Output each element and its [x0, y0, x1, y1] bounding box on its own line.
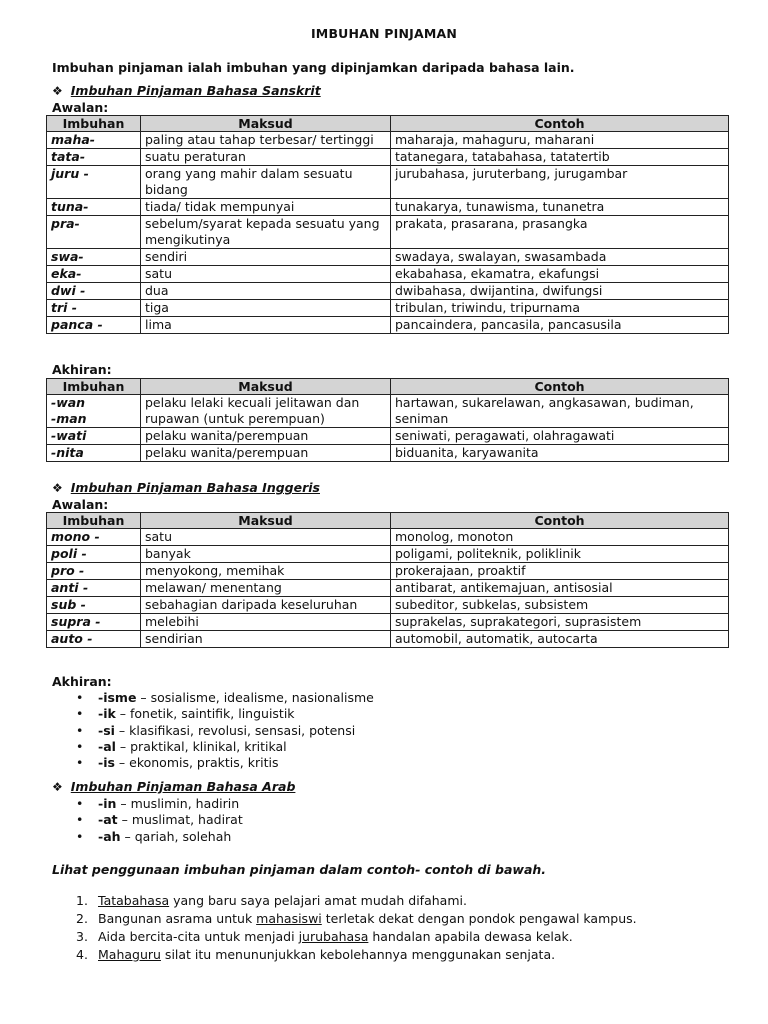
cell-imbuhan: eka-	[47, 266, 141, 283]
table-row	[47, 580, 729, 597]
dash: –	[117, 812, 132, 828]
list-item	[76, 812, 243, 828]
column-header-contoh: Contoh	[391, 379, 729, 395]
table-row	[47, 149, 729, 166]
table-row	[47, 563, 729, 580]
intro-text: Imbuhan pinjaman ialah imbuhan yang dipinjamkan daripada bahasa lain.	[52, 60, 575, 75]
suffix-examples: ekonomis, praktis, kritis	[129, 755, 279, 771]
subheading-akhiran: Akhiran:	[52, 362, 112, 377]
highlighted-word: mahasiswi	[256, 911, 322, 926]
sentence-post: handalan apabila dewasa kelak.	[368, 929, 573, 944]
table-row	[47, 614, 729, 631]
bullet-icon: •	[76, 738, 84, 754]
bullet-icon: •	[76, 812, 84, 828]
table-row	[47, 395, 729, 428]
cell-maksud: melawan/ menentang	[141, 580, 391, 597]
suffix: -ah	[98, 828, 121, 844]
cell-maksud: sebahagian daripada keseluruhan	[141, 597, 391, 614]
table-header-row	[47, 116, 729, 132]
cell-contoh: ekabahasa, ekamatra, ekafungsi	[391, 266, 729, 283]
suffix-examples: qariah, solehah	[134, 828, 232, 844]
cell-contoh: tatanegara, tatabahasa, tatatertib	[391, 149, 729, 166]
example-sentences	[76, 892, 637, 964]
cell-maksud: tiada/ tidak mempunyai	[141, 199, 391, 216]
suffix-examples: muslimin, hadirin	[130, 796, 240, 811]
dash: –	[114, 755, 130, 771]
table-row	[47, 132, 729, 149]
column-header-maksud: Maksud	[141, 116, 391, 132]
imbuhan-wan: -wan	[51, 395, 86, 410]
list-item	[76, 723, 374, 739]
cell-imbuhan: panca -	[47, 317, 141, 334]
dash: –	[116, 796, 131, 811]
cell-imbuhan: dwi -	[47, 283, 141, 300]
dash: –	[115, 706, 130, 722]
dash: –	[120, 828, 135, 844]
subheading-awalan: Awalan:	[52, 497, 109, 512]
item-number: 1.	[76, 893, 88, 908]
cell-contoh: tribulan, triwindu, tripurnama	[391, 300, 729, 317]
dash: –	[115, 738, 131, 754]
cell-imbuhan	[47, 395, 141, 428]
list-item	[76, 796, 243, 812]
table-row	[47, 529, 729, 546]
column-header-maksud: Maksud	[141, 379, 391, 395]
cell-contoh: biduanita, karyawanita	[391, 445, 729, 462]
table-sanskrit-akhiran	[46, 378, 729, 462]
cell-imbuhan: supra -	[47, 614, 141, 631]
section-heading-text: Imbuhan Pinjaman Bahasa Inggeris	[70, 480, 320, 495]
cell-contoh: jurubahasa, juruterbang, jurugambar	[391, 166, 729, 199]
cell-maksud: satu	[141, 529, 391, 546]
imbuhan-man: -man	[51, 411, 87, 426]
cell-imbuhan: poli -	[47, 546, 141, 563]
suffix: -is	[98, 755, 115, 771]
list-item	[76, 910, 637, 928]
table-sanskrit-awalan	[46, 115, 729, 334]
diamond-bullet-icon: ❖	[52, 84, 63, 98]
column-header-contoh: Contoh	[391, 116, 729, 132]
suffix-examples: praktikal, klinikal, kritikal	[130, 738, 287, 754]
table-header-row	[47, 513, 729, 529]
section-heading-text: Imbuhan Pinjaman Bahasa Sanskrit	[70, 83, 321, 98]
suffix: -si	[98, 722, 115, 738]
cell-imbuhan: pro -	[47, 563, 141, 580]
cell-contoh: subeditor, subkelas, subsistem	[391, 597, 729, 614]
column-header-contoh: Contoh	[391, 513, 729, 529]
cell-imbuhan: pra-	[47, 216, 141, 249]
subheading-akhiran: Akhiran:	[52, 674, 112, 689]
cell-imbuhan: mono -	[47, 529, 141, 546]
sentence-pre: Bangunan asrama untuk	[98, 911, 257, 926]
item-number: 3.	[76, 929, 88, 944]
section-heading-inggeris	[52, 480, 320, 495]
section-heading-arab	[52, 779, 295, 794]
table-header-row	[47, 379, 729, 395]
suffix-examples: sosialisme, idealisme, nasionalisme	[150, 690, 374, 705]
sentence-pre: Aida bercita-cita untuk menjadi	[98, 929, 299, 944]
cell-maksud: pelaku lelaki kecuali jelitawan dan rupawan (untuk perempuan)	[141, 395, 391, 428]
list-item	[76, 928, 637, 946]
cell-imbuhan: tuna-	[47, 199, 141, 216]
usage-note: Lihat penggunaan imbuhan pinjaman dalam contoh- contoh di bawah.	[52, 862, 547, 877]
cell-maksud: paling atau tahap terbesar/ tertinggi	[141, 132, 391, 149]
column-header-imbuhan: Imbuhan	[47, 379, 141, 395]
table-row	[47, 428, 729, 445]
suffix-examples: muslimat, hadirat	[131, 812, 243, 828]
list-arab-akhiran	[76, 796, 243, 845]
suffix-examples: klasifikasi, revolusi, sensasi, potensi	[129, 722, 356, 738]
cell-imbuhan: anti -	[47, 580, 141, 597]
list-item	[76, 892, 637, 910]
list-item	[76, 755, 374, 771]
list-item	[76, 946, 637, 964]
section-heading-text: Imbuhan Pinjaman Bahasa Arab	[70, 779, 296, 794]
cell-maksud: menyokong, memihak	[141, 563, 391, 580]
bullet-icon: •	[76, 828, 84, 844]
subheading-awalan: Awalan:	[52, 100, 109, 115]
table-row	[47, 166, 729, 199]
table-inggeris-awalan	[46, 512, 729, 648]
highlighted-word: Tatabahasa	[98, 893, 170, 908]
list-item	[76, 706, 374, 722]
cell-maksud: suatu peraturan	[141, 149, 391, 166]
cell-maksud: sendiri	[141, 249, 391, 266]
list-item	[76, 829, 243, 845]
cell-maksud: pelaku wanita/perempuan	[141, 445, 391, 462]
cell-imbuhan: juru -	[47, 166, 141, 199]
sentence-post: silat itu menununjukkan kebolehannya menggunakan senjata.	[160, 947, 556, 962]
section-heading-sanskrit	[52, 83, 321, 98]
highlighted-word: Mahaguru	[98, 947, 161, 962]
column-header-imbuhan: Imbuhan	[47, 513, 141, 529]
cell-contoh: automobil, automatik, autocarta	[391, 631, 729, 648]
table-row	[47, 631, 729, 648]
cell-contoh: swadaya, swalayan, swasambada	[391, 249, 729, 266]
suffix: -ik	[98, 706, 116, 722]
cell-contoh: tunakarya, tunawisma, tunanetra	[391, 199, 729, 216]
cell-contoh: monolog, monoton	[391, 529, 729, 546]
cell-maksud: tiga	[141, 300, 391, 317]
cell-maksud: sendirian	[141, 631, 391, 648]
cell-maksud: dua	[141, 283, 391, 300]
cell-contoh: hartawan, sukarelawan, angkasawan, budiman, seniman	[391, 395, 729, 428]
cell-imbuhan: sub -	[47, 597, 141, 614]
cell-maksud: pelaku wanita/perempuan	[141, 428, 391, 445]
cell-contoh: maharaja, mahaguru, maharani	[391, 132, 729, 149]
cell-maksud: satu	[141, 266, 391, 283]
highlighted-word: jurubahasa	[298, 929, 369, 944]
cell-imbuhan: maha-	[47, 132, 141, 149]
dash: –	[136, 690, 151, 705]
list-inggeris-akhiran	[76, 690, 374, 771]
list-item	[76, 739, 374, 755]
bullet-icon: •	[76, 755, 84, 771]
item-number: 2.	[76, 911, 88, 926]
bullet-icon: •	[76, 706, 84, 722]
table-row	[47, 216, 729, 249]
table-row	[47, 597, 729, 614]
cell-imbuhan: -nita	[47, 445, 141, 462]
cell-contoh: dwibahasa, dwijantina, dwifungsi	[391, 283, 729, 300]
table-row	[47, 266, 729, 283]
table-row	[47, 199, 729, 216]
cell-imbuhan: -wati	[47, 428, 141, 445]
sentence-post: terletak dekat dengan pondok pengawal kampus.	[321, 911, 637, 926]
table-row	[47, 300, 729, 317]
cell-maksud: lima	[141, 317, 391, 334]
bullet-icon: •	[76, 796, 84, 811]
suffix: -at	[98, 812, 118, 828]
diamond-bullet-icon: ❖	[52, 780, 63, 794]
diamond-bullet-icon: ❖	[52, 481, 63, 495]
cell-imbuhan: swa-	[47, 249, 141, 266]
cell-maksud: sebelum/syarat kepada sesuatu yang mengikutinya	[141, 216, 391, 249]
suffix: -isme	[98, 690, 137, 705]
cell-maksud: melebihi	[141, 614, 391, 631]
cell-maksud: orang yang mahir dalam sesuatu bidang	[141, 166, 391, 199]
cell-contoh: seniwati, peragawati, olahragawati	[391, 428, 729, 445]
cell-contoh: prokerajaan, proaktif	[391, 563, 729, 580]
cell-contoh: suprakelas, suprakategori, suprasistem	[391, 614, 729, 631]
table-row	[47, 283, 729, 300]
cell-contoh: pancaindera, pancasila, pancasusila	[391, 317, 729, 334]
bullet-icon: •	[76, 690, 84, 705]
cell-imbuhan: tri -	[47, 300, 141, 317]
table-row	[47, 249, 729, 266]
cell-maksud: banyak	[141, 546, 391, 563]
cell-contoh: prakata, prasarana, prasangka	[391, 216, 729, 249]
column-header-imbuhan: Imbuhan	[47, 116, 141, 132]
cell-contoh: antibarat, antikemajuan, antisosial	[391, 580, 729, 597]
suffix-examples: fonetik, saintifik, linguistik	[130, 706, 295, 722]
table-row	[47, 546, 729, 563]
suffix: -al	[98, 738, 116, 754]
dash: –	[114, 722, 130, 738]
item-number: 4.	[76, 947, 88, 962]
column-header-maksud: Maksud	[141, 513, 391, 529]
cell-imbuhan: tata-	[47, 149, 141, 166]
suffix: -in	[98, 796, 117, 811]
page-title: IMBUHAN PINJAMAN	[310, 26, 458, 41]
bullet-icon: •	[76, 722, 84, 738]
table-row	[47, 445, 729, 462]
table-row	[47, 317, 729, 334]
cell-imbuhan: auto -	[47, 631, 141, 648]
cell-contoh: poligami, politeknik, poliklinik	[391, 546, 729, 563]
list-item	[76, 690, 374, 706]
sentence-post: yang baru saya pelajari amat mudah difahami.	[169, 893, 467, 908]
